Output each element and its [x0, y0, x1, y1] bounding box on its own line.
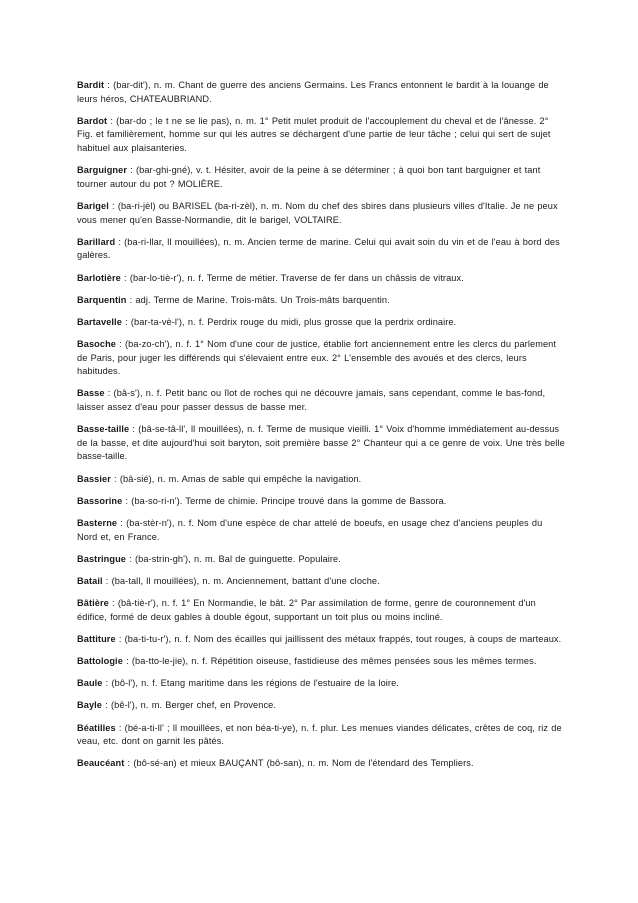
entry-bassier	[77, 473, 565, 487]
headword: Barillard	[77, 236, 116, 247]
entry-beatilles	[77, 722, 565, 749]
headword: Batail	[77, 575, 103, 586]
definition: : (bar-do ; le t ne se lie pas), n. m. 1° Petit mulet produit de l'accouplement du cheval et de l'ânesse. 2° Fig. et familièrement, homme sur qui les autres se déchargent d'une partie de leur tâche ; celui qui sert de sujet habituel aux plaisanteries.	[77, 115, 551, 153]
entry-baule	[77, 677, 565, 691]
entry-basterne	[77, 517, 565, 544]
entry-basse	[77, 387, 565, 414]
entry-bassorine	[77, 495, 565, 509]
entry-bartavelle	[77, 316, 565, 330]
entry-barlotiere	[77, 272, 565, 286]
headword: Basse-taille	[77, 424, 130, 435]
headword: Bastringue	[77, 553, 126, 564]
entry-bardot	[77, 115, 565, 156]
definition: : (ba-zo-ch'), n. f. 1° Nom d'une cour de justice, établie fort anciennement entre les clercs du parlement de Paris, pour juger les différends qui s'élevaient entre eux. 2° L'ensemble des avoués et des clercs, leurs habitudes.	[77, 339, 557, 377]
definition: : (ba-ri-llar, ll mouillées), n. m. Ancien terme de marine. Celui qui avait soin du vin et de l'eau à bord des galères.	[77, 236, 560, 261]
entry-battiture	[77, 633, 565, 647]
definition: : (bê-l'), n. m. Berger chef, en Provence.	[102, 700, 276, 711]
definition: : (ba-tto-le-jie), n. f. Répétition oiseuse, fastidieuse des mêmes pensées sous les mêmes termes.	[122, 656, 537, 667]
definition: : (bâ-sié), n. m. Amas de sable qui empêche la navigation.	[110, 473, 362, 484]
headword: Barguigner	[77, 165, 128, 176]
dictionary-page	[77, 79, 565, 780]
headword: Bâtière	[77, 598, 109, 609]
definition: : adj. Terme de Marine. Trois-mâts. Un Trois-mâts barquentin.	[126, 294, 390, 305]
entry-bastringue	[77, 553, 565, 567]
headword: Basse	[77, 388, 105, 399]
definition: : (ba-tall, ll mouillées), n. m. Anciennement, battant d'une cloche.	[102, 575, 380, 586]
entry-bayle	[77, 699, 565, 713]
definition: : (bâ-tiè-r'), n. f. 1° En Normandie, le bât. 2° Par assimilation de forme, genre de couronnement d'un édifice, formé de deux gables à double égout, supportant un toit plus ou moins incliné.	[77, 598, 536, 622]
definition: : (ba-ri-jèl) ou BARISEL (ba-ri-zèl), n. m. Nom du chef des sbires dans plusieurs villes d'Italie. Je ne peux vous mener qu'en Basse-Normandie, dit le barigel, VOLTAIRE.	[77, 200, 558, 225]
headword: Bartavelle	[77, 316, 122, 327]
definition: : (bar-lo-tiè-r'), n. f. Terme de métier. Traverse de fer dans un châssis de vitraux.	[120, 272, 464, 283]
definition: : (bar-dit'), n. m. Chant de guerre des anciens Germains. Les Francs entonnent le bardit à la louange de leurs héros, CHATEAUBRIAND.	[77, 80, 549, 104]
headword: Bardit	[77, 80, 105, 90]
headword: Bardot	[77, 115, 108, 126]
definition: : (bô-l'), n. f. Etang maritime dans les régions de l'estuaire de la loire.	[102, 678, 399, 689]
headword: Bassorine	[77, 495, 123, 506]
entry-basoche	[77, 338, 565, 379]
headword: Battiture	[77, 633, 116, 644]
headword: Bayle	[77, 700, 103, 711]
headword: Basoche	[77, 339, 116, 350]
headword: Barigel	[77, 200, 109, 211]
definition: : (bar-ta-vè-l'), n. f. Perdrix rouge du midi, plus grosse que la perdrix ordinaire.	[121, 316, 457, 327]
entry-bardit	[77, 79, 565, 106]
definition: : (ba-strin-gh'), n. m. Bal de guinguette. Populaire.	[126, 553, 341, 564]
definition: : (bâ-s'), n. f. Petit banc ou îlot de roches qui ne découvre jamais, sans cependant, comme le bas-fond, laisser assez d'eau pour passer dessus de basse mer.	[77, 388, 546, 413]
entry-barillard	[77, 236, 565, 263]
definition: : (ba-ti-tu-r'), n. f. Nom des écailles qui jaillissent des métaux frappés, tout rouges, à coups de marteaux.	[115, 633, 562, 644]
headword: Basterne	[77, 517, 118, 528]
entry-basse-taille	[77, 423, 565, 464]
headword: Battologie	[77, 656, 123, 667]
entry-barquentin	[77, 294, 565, 308]
headword: Baule	[77, 678, 103, 689]
headword: Bassier	[77, 473, 111, 484]
entry-beauceant	[77, 757, 565, 771]
entry-battologie	[77, 655, 565, 669]
entry-batail	[77, 575, 565, 589]
headword: Barquentin	[77, 294, 127, 305]
definition: : (bô-sé-an) et mieux BAUÇANT (bô-san), n. m. Nom de l'étendard des Templiers.	[124, 758, 474, 769]
definition: : (bé-a-ti-ll' ; ll mouillées, et non béa-ti-ye), n. f. plur. Les menues viandes délicates, crêtes de coq, riz de veau, etc. dont on garnit les pâtés.	[77, 722, 562, 747]
headword: Barlotière	[77, 272, 121, 283]
definition: : (ba-so-ri-n'). Terme de chimie. Principe trouvé dans la gomme de Bassora.	[122, 495, 447, 506]
definition: : (bar-ghi-gné), v. t. Hésiter, avoir de la peine à se déterminer ; à quoi bon tant barguigner et tant tourner autour du pot ? MOLIÈRE.	[77, 165, 541, 189]
definition: : (bâ-se-tâ-ll', ll mouillées), n. f. Terme de musique vieilli. 1° Voix d'homme immédiatement au-dessus de la basse, et dite aujourd'hui soit baryton, soit première basse 2° Chanteur qui a ce genre de voix. Une très belle basse-taille.	[77, 424, 565, 462]
entry-barguigner	[77, 164, 565, 191]
headword: Béatilles	[77, 722, 116, 733]
entry-batiere	[77, 597, 565, 624]
definition: : (ba-stèr-n'), n. f. Nom d'une espèce de char attelé de boeufs, en usage chez d'anciens peuples du Nord et, en France.	[77, 517, 543, 542]
entry-barigel	[77, 200, 565, 227]
headword: Beaucéant	[77, 758, 125, 769]
